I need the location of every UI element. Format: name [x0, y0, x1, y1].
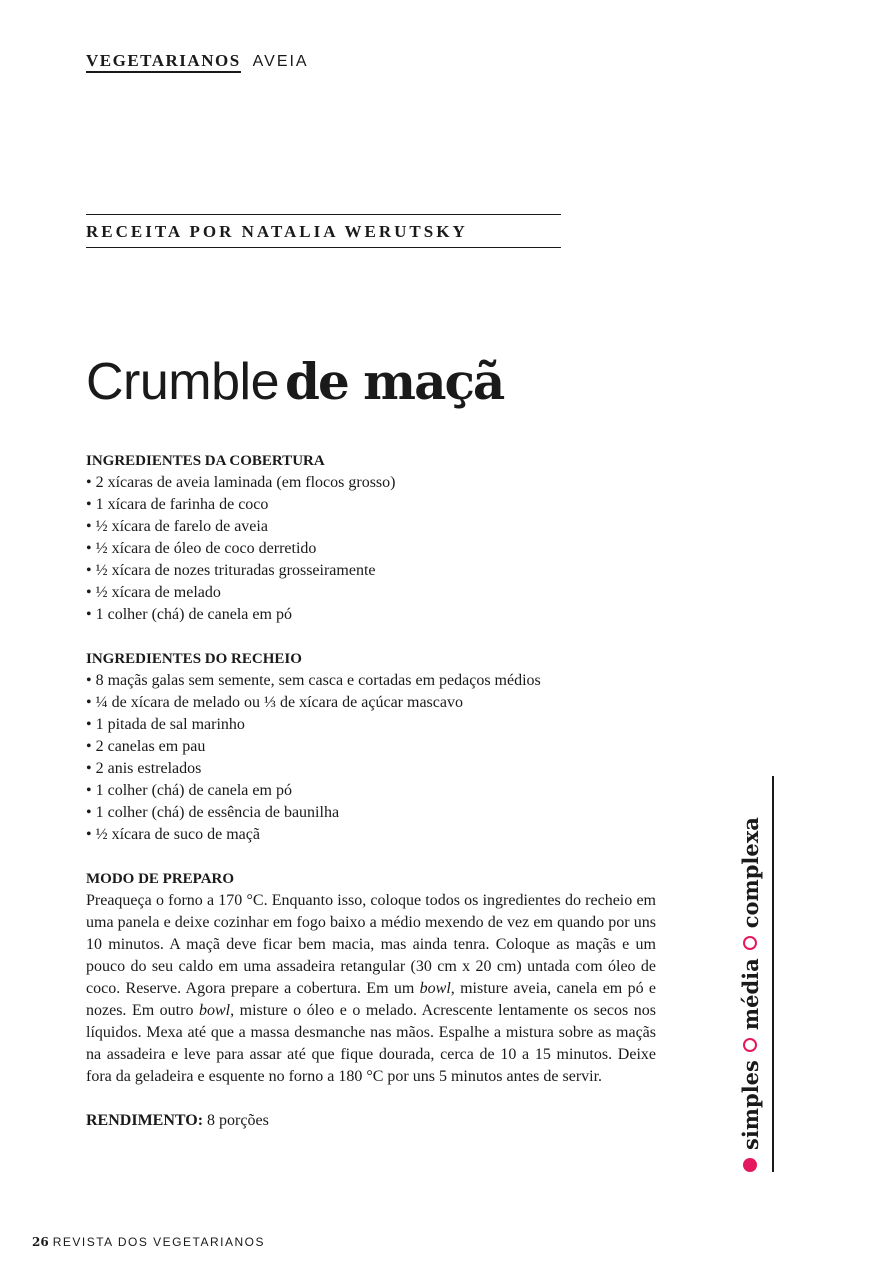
page-footer — [32, 1234, 265, 1250]
section-header — [86, 50, 309, 73]
filling-heading: INGREDIENTES DO RECHEIO — [86, 651, 302, 667]
list-item: • ¼ de xícara de melado ou ⅓ de xícara de açúcar mascavo — [86, 694, 463, 711]
list-item: • ½ xícara de melado — [86, 584, 221, 601]
topping-heading: INGREDIENTES DA COBERTURA — [86, 453, 325, 469]
difficulty-divider — [772, 776, 774, 1172]
list-item: • ½ xícara de suco de maçã — [86, 826, 260, 843]
list-item: • 1 colher (chá) de canela em pó — [86, 782, 292, 799]
yield-label: RENDIMENTO: — [86, 1112, 204, 1129]
filled-dot-icon — [743, 1158, 757, 1172]
recipe-yield — [86, 1110, 656, 1132]
title-light: Crumble — [86, 353, 279, 411]
list-item: • 1 pitada de sal marinho — [86, 716, 245, 733]
recipe-title — [86, 352, 503, 413]
list-item: • ½ xícara de óleo de coco derretido — [86, 540, 317, 557]
list-item: • 1 colher (chá) de essência de baunilha — [86, 804, 340, 821]
list-item: • 2 anis estrelados — [86, 760, 202, 777]
difficulty-level-media: média — [737, 958, 763, 1031]
list-item: • ½ xícara de nozes trituradas grosseiramente — [86, 562, 376, 579]
page-number: 26 — [32, 1235, 49, 1249]
list-item: • ½ xícara de farelo de aveia — [86, 518, 268, 535]
section-name: VEGETARIANOS — [86, 51, 241, 73]
list-item: • 1 xícara de farinha de coco — [86, 496, 269, 513]
magazine-name: REVISTA DOS VEGETARIANOS — [52, 1235, 265, 1249]
recipe-content — [86, 450, 656, 1132]
topping-list — [86, 472, 656, 626]
title-bold: de maçã — [285, 352, 504, 411]
open-dot-icon — [743, 1038, 757, 1052]
list-item: • 1 colher (chá) de canela em pó — [86, 606, 292, 623]
prep-heading: MODO DE PREPARO — [86, 871, 235, 887]
difficulty-level-simples: simples — [737, 1060, 763, 1150]
subsection-name: AVEIA — [252, 53, 309, 70]
list-item: • 2 xícaras de aveia laminada (em flocos grosso) — [86, 474, 396, 491]
yield-value: 8 porções — [207, 1112, 269, 1129]
prep-text: Preaqueça o forno a 170 °C. Enquanto isso, coloque todos os ingredientes do recheio em uma panela e deixe cozinhar em fogo baixo a médio mexendo de vez em quando por uns 10 minutos. A maçã deve ficar bem macia, mas ainda tenra. Coloque as maçãs e um pouco do seu caldo em uma assadeira retangular (30 cm x 20 cm) untada com óleo de coco. Reserve. Agora prepare a cobertura. Em um bowl, misture aveia, canela em pó e nozes. Em outro bowl, misture o óleo e o melado. Acrescente lentamente os secos nos líquidos. Mexa até que a massa desmanche nas mãos. Espalhe a mistura sobre as maçãs na assadeira e leve para assar até que fique dourada, cerca de 10 a 15 minutos. Deixe fora da geladeira e esquente no forno a 180 °C por uns 5 minutos antes de servir. — [86, 892, 657, 1085]
open-dot-icon — [743, 936, 757, 950]
difficulty-level-complexa: complexa — [737, 817, 763, 929]
recipe-byline: RECEITA POR NATALIA WERUTSKY — [86, 214, 561, 248]
filling-list — [86, 670, 656, 846]
list-item: • 2 canelas em pau — [86, 738, 206, 755]
list-item: • 8 maçãs galas sem semente, sem casca e cortadas em pedaços médios — [86, 672, 541, 689]
difficulty-scale — [728, 776, 774, 1172]
